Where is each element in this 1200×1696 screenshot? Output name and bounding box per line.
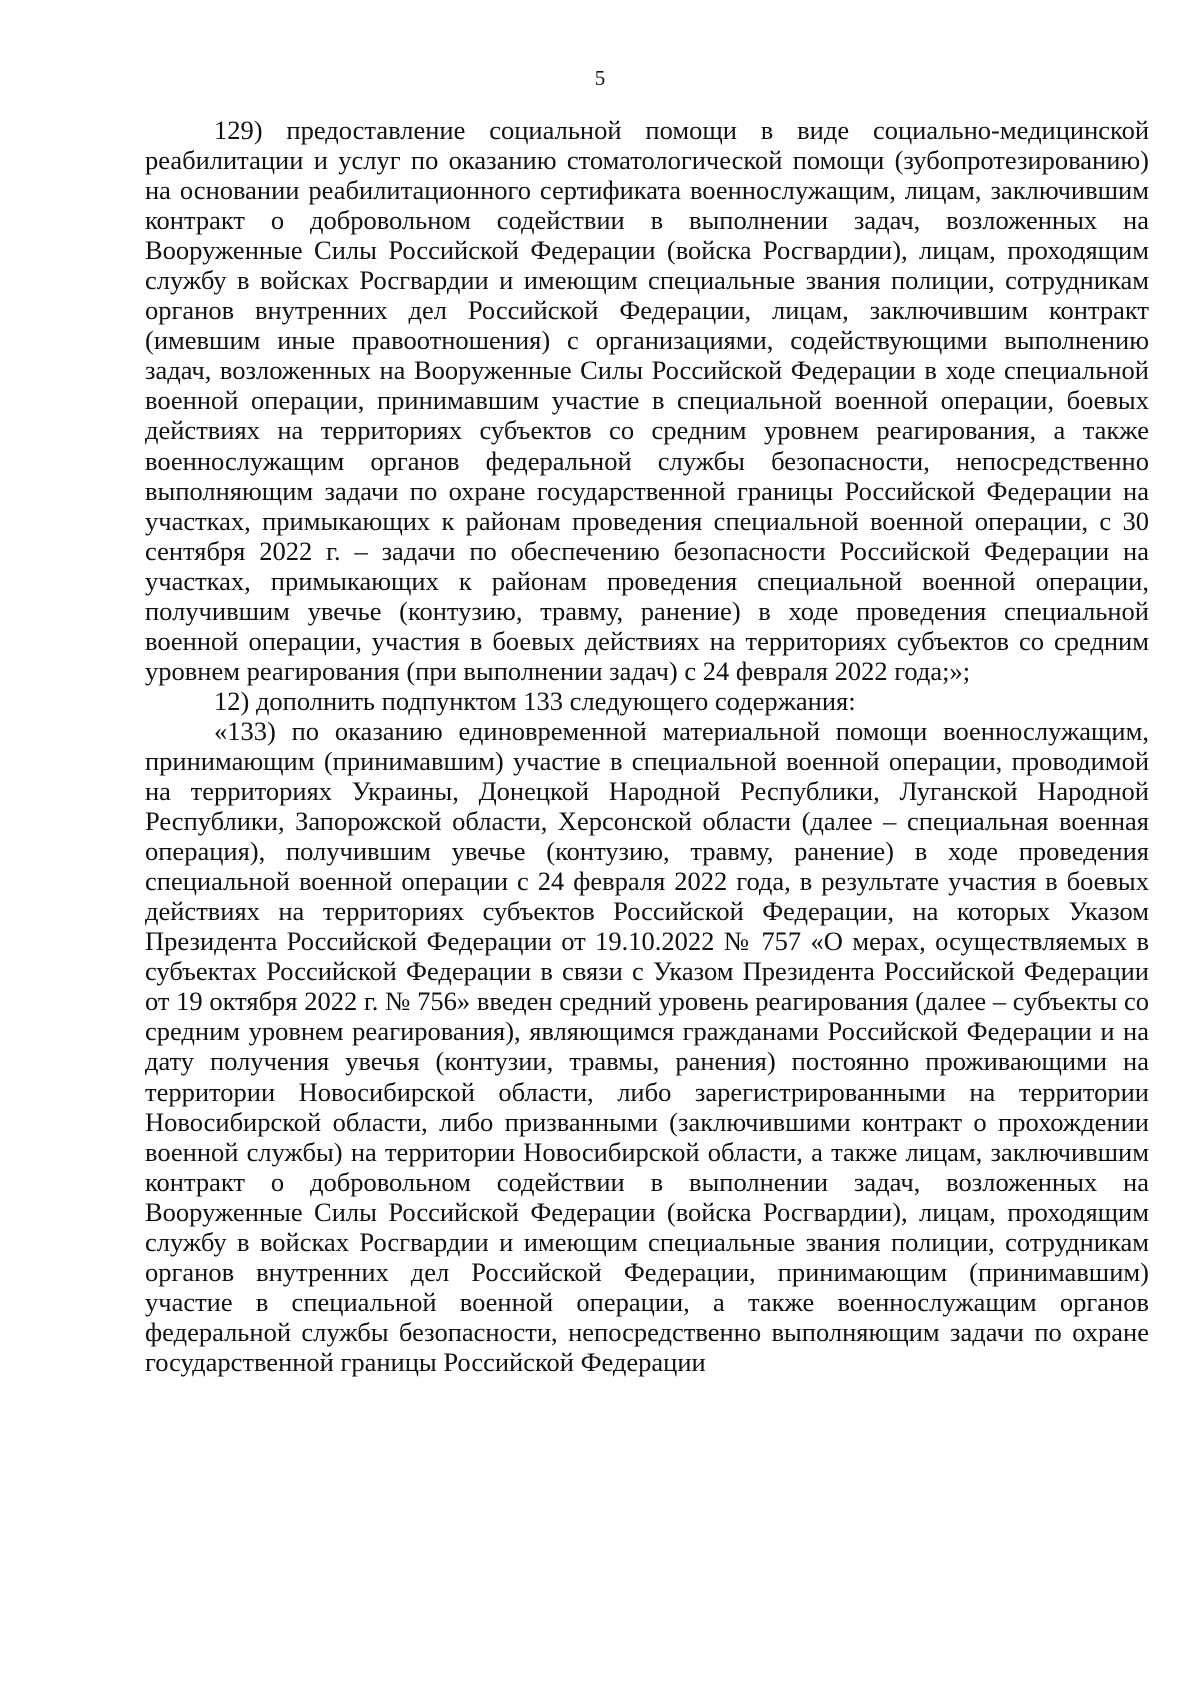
document-body [145,115,1149,1377]
page-number: 5 [594,66,606,90]
paragraph-amendment-12: 12) дополнить подпунктом 133 следующего содержания: [214,685,856,716]
paragraph-subitem-129: 129) предоставление социальной помощи в виде социально-медицинской реабилитации и услуг по оказанию стоматологической помощи (зубопротезированию) на основании реабилитационного сертификата военнослужащим, лицам, заключившим контракт о добровольном содействии в выполнении задач, возложенных на Вооруженные Силы Российской Федерации (войска Росгвардии), лицам, проходящим службу в войсках Росгвардии и имеющим специальные звания полиции, сотрудникам органов внутренних дел Российской Федерации, лицам, заключившим контракт (имевшим иные правоотношения) с организациями, содействующими выполнению задач, возложенных на Вооруженные Силы Российской Федерации в ходе специальной военной операции, принимавшим участие в специальной военной операции, боевых действиях на территориях субъектов со средним уровнем реагирования, а также военнослужащим органов федеральной службы безопасности, непосредственно выполняющим задачи по охране государственной границы Российской Федерации на участках, примыкающих к районам проведения специальной военной операции, с 30 сентября 2022 г. – задачи по обеспечению безопасности Российской Федерации на участках, примыкающих к районам проведения специальной военной операции, получившим увечье (контузию, травму, ранение) в ходе проведения специальной военной операции, участия в боевых действиях на территориях субъектов со средним уровнем реагирования (при выполнении задач) с 24 февраля 2022 года;»; [145,115,1149,686]
paragraph-subitem-133: «133) по оказанию единовременной материальной помощи военнослужащим, принимающим (принимавшим) участие в специальной военной операции, проводимой на территориях Украины, Донецкой Народной Республики, Луганской Народной Республики, Запорожской области, Херсонской области (далее – специальная военная операция), получившим увечье (контузию, травму, ранение) в ходе проведения специальной военной операции с 24 февраля 2022 года, в результате участия в боевых действиях на территориях субъектов Российской Федерации, на которых Указом Президента Российской Федерации от 19.10.2022 № 757 «О мерах, осуществляемых в субъектах Российской Федерации в связи с Указом Президента Российской Федерации от 19 октября 2022 г. № 756» введен средний уровень реагирования (далее – субъекты со средним уровнем реагирования), являющимся гражданами Российской Федерации и на дату получения увечья (контузии, травмы, ранения) постоянно проживающими на территории Новосибирской области, либо зарегистрированными на территории Новосибирской области, либо призванными (заключившими контракт о прохождении военной службы) на территории Новосибирской области, а также лицам, заключившим контракт о добровольном содействии в выполнении задач, возложенных на Вооруженные Силы Российской Федерации (войска Росгвардии), лицам, проходящим службу в войсках Росгвардии и имеющим специальные звания полиции, сотрудникам органов внутренних дел Российской Федерации, принимающим (принимавшим) участие в специальной военной операции, а также военнослужащим органов федеральной службы безопасности, непосредственно выполняющим задачи по охране государственной границы Российской Федерации [145,715,1149,1377]
